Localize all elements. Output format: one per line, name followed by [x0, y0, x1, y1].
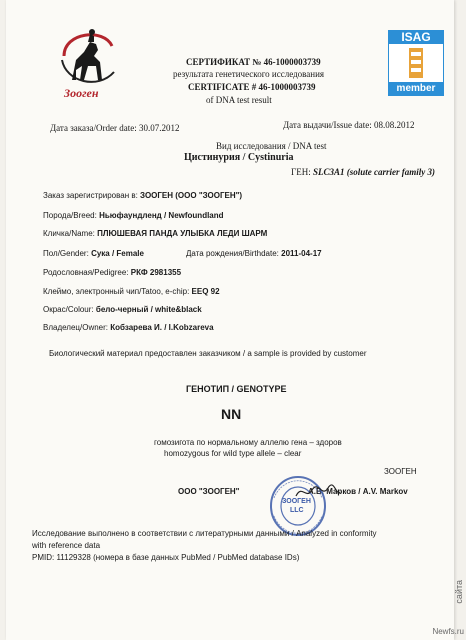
breed-value: Ньюфаундленд / Newfoundland	[99, 211, 224, 220]
pedigree-label: Родословная/Pedigree:	[43, 268, 129, 277]
tattoo-label: Клеймо, электронный чип/Tatoo, e-chip:	[43, 287, 190, 296]
gene-label: ГЕН:	[291, 167, 311, 177]
birthdate-label: Дата рождения/Birthdate:	[186, 249, 279, 258]
stamp-text: ЗООГЕН	[282, 498, 311, 505]
reference-data-text: with reference data	[32, 541, 101, 550]
field-breed	[43, 211, 224, 220]
genotype-desc-ru: гомозигота по нормальному аллелю гена – здоров	[154, 438, 342, 447]
dna-test-name: Цистинурия / Cystinuria	[184, 152, 294, 163]
certificate-page	[6, 0, 454, 640]
field-tattoo	[43, 287, 220, 296]
name-label: Кличка/Name:	[43, 229, 95, 238]
owner-value: Кобзарева И. / I.Kobzareva	[110, 323, 214, 332]
certificate-subtitle-en: of DNA test result	[206, 95, 272, 105]
sample-provided-text: Биологический материал предоставлен заказчиком / a sample is provided by customer	[49, 349, 367, 358]
genotype-value: NN	[221, 406, 242, 422]
signatory-name: А.В. Марков / A.V. Markov	[308, 487, 408, 496]
colour-value: бело-черный / white&black	[95, 305, 202, 314]
pedigree-value: РКФ 2981355	[130, 268, 182, 277]
org-name-right: ЗООГЕН	[384, 467, 417, 476]
field-birthdate	[186, 249, 322, 258]
watermark-domain: Newfs.ru	[432, 627, 464, 636]
gene-line	[291, 167, 435, 177]
issue-date: Дата выдачи/Issue date: 08.08.2012	[283, 120, 415, 130]
zoogen-logo	[54, 20, 124, 110]
field-owner	[43, 323, 214, 332]
watermark-site: сайта	[454, 580, 464, 604]
field-pedigree	[43, 268, 181, 277]
dna-test-label: Вид исследования / DNA test	[216, 141, 327, 151]
field-name	[43, 229, 267, 238]
isag-member-badge	[388, 30, 444, 96]
isag-member-label: member	[388, 82, 444, 96]
tattoo-value: EEQ 92	[191, 287, 220, 296]
gender-value: Сука / Female	[91, 249, 144, 258]
field-colour	[43, 305, 202, 314]
genotype-title: ГЕНОТИП / GENOTYPE	[186, 384, 287, 394]
order-date: Дата заказа/Order date: 30.07.2012	[50, 123, 180, 133]
genotype-desc-en: homozygous for wild type allele – clear	[164, 449, 302, 458]
birthdate-value: 2011-04-17	[281, 249, 322, 258]
field-gender	[43, 249, 144, 258]
stamp-llc: LLC	[290, 507, 304, 514]
owner-label: Владелец/Owner:	[43, 323, 109, 332]
field-registered	[43, 191, 242, 200]
breed-label: Порода/Breed:	[43, 211, 97, 220]
name-value: ПЛЮШЕВАЯ ПАНДА УЛЫБКА ЛЕДИ ШАРМ	[97, 229, 268, 238]
logo-text: Зооген	[64, 86, 99, 100]
conformity-text: Исследование выполнено в соответствии с литературными данными / Analyzed in conformity	[32, 529, 377, 538]
certificate-title-ru: СЕРТИФИКАТ № 46-1000003739	[186, 57, 321, 67]
registered-label: Заказ зарегистрирован в:	[43, 191, 138, 200]
isag-emblem-icon	[388, 44, 444, 82]
gene-value: SLC3A1 (solute carrier family 3)	[312, 167, 435, 177]
pmid-text: PMID: 11129328 (номера в базе данных PubMed / PubMed database IDs)	[32, 553, 300, 562]
certificate-subtitle-ru: результата генетического исследования	[173, 69, 325, 79]
certificate-title-en: CERTIFICATE # 46-1000003739	[188, 82, 316, 92]
org-name: ООО "ЗООГЕН"	[178, 487, 240, 496]
registered-value: ЗООГЕН (ООО "ЗООГЕН")	[140, 191, 243, 200]
colour-label: Окрас/Colour:	[43, 305, 94, 314]
gender-label: Пол/Gender:	[43, 249, 89, 258]
handwritten-signature	[294, 482, 342, 502]
isag-label: ISAG	[388, 30, 444, 44]
